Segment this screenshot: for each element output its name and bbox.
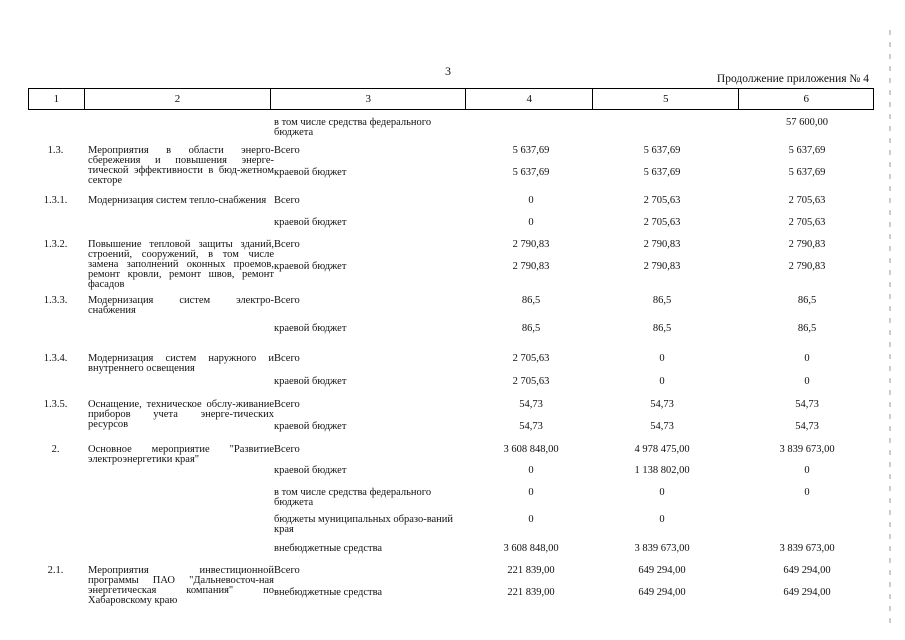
cell-src: Всего bbox=[274, 399, 300, 410]
cell-src: Всего bbox=[274, 145, 300, 156]
cell-c4: 2 790,83 bbox=[512, 261, 550, 272]
cell-c4: 0 bbox=[528, 514, 534, 525]
cell-c6: 86,5 bbox=[797, 295, 817, 306]
column-header-table bbox=[28, 88, 874, 110]
cell-c4: 5 637,69 bbox=[512, 167, 550, 178]
cell-c4: 2 705,63 bbox=[512, 353, 550, 364]
cell-c4: 0 bbox=[528, 487, 534, 498]
cell-c4: 86,5 bbox=[521, 323, 541, 334]
cell-c5: 54,73 bbox=[650, 421, 674, 432]
cell-src: краевой бюджет bbox=[274, 465, 347, 476]
cell-name: Мероприятия в области энерго-сбережения и повышения энерге-тической эффективности в бюд-жетном секторе bbox=[88, 145, 274, 186]
cell-c6: 0 bbox=[804, 465, 810, 476]
cell-c5: 0 bbox=[659, 514, 665, 525]
cell-c4: 3 608 848,00 bbox=[503, 444, 559, 455]
scan-edge bbox=[889, 30, 891, 630]
cell-src: Всего bbox=[274, 444, 300, 455]
cell-src: Всего bbox=[274, 353, 300, 364]
cell-c6: 2 790,83 bbox=[788, 239, 826, 250]
cell-c6: 649 294,00 bbox=[783, 587, 831, 598]
cell-c6: 2 790,83 bbox=[788, 261, 826, 272]
cell-c4: 54,73 bbox=[519, 421, 543, 432]
cell-c4: 221 839,00 bbox=[507, 587, 555, 598]
cell-c5: 2 790,83 bbox=[643, 261, 681, 272]
cell-c5: 0 bbox=[659, 487, 665, 498]
cell-num: 1.3.1. bbox=[43, 195, 68, 206]
cell-src: Всего bbox=[274, 295, 300, 306]
header-col-6: 6 bbox=[739, 89, 874, 110]
cell-src: краевой бюджет bbox=[274, 323, 347, 334]
cell-name: Мероприятия инвестиционной программы ПАО "Дальневосточ-ная энергетическая компания" по Хабаровскому краю bbox=[88, 565, 274, 606]
cell-c6: 0 bbox=[804, 487, 810, 498]
cell-c6: 54,73 bbox=[795, 399, 819, 410]
cell-c4: 54,73 bbox=[519, 399, 543, 410]
cell-c6: 2 705,63 bbox=[788, 195, 826, 206]
cell-c6: 649 294,00 bbox=[783, 565, 831, 576]
cell-src: в том числе средства федерального бюджета bbox=[274, 487, 432, 508]
cell-c5: 1 138 802,00 bbox=[634, 465, 690, 476]
header-col-1: 1 bbox=[29, 89, 85, 110]
cell-name: Модернизация систем тепло-снабжения bbox=[88, 195, 267, 206]
cell-num: 1.3.5. bbox=[43, 399, 68, 410]
cell-c4: 0 bbox=[528, 195, 534, 206]
cell-src: Всего bbox=[274, 195, 300, 206]
cell-num: 1.3.3. bbox=[43, 295, 68, 306]
cell-c6: 3 839 673,00 bbox=[779, 543, 835, 554]
continuation-label: Продолжение приложения № 4 bbox=[716, 73, 869, 85]
cell-c6: 5 637,69 bbox=[788, 167, 826, 178]
cell-c5: 3 839 673,00 bbox=[634, 543, 690, 554]
cell-c4: 2 705,63 bbox=[512, 376, 550, 387]
cell-src: внебюджетные средства bbox=[274, 543, 383, 554]
cell-c6: 5 637,69 bbox=[788, 145, 826, 156]
cell-src: бюджеты муниципальных образо-ваний края bbox=[274, 514, 454, 535]
cell-num: 2. bbox=[51, 444, 60, 455]
cell-c5: 5 637,69 bbox=[643, 167, 681, 178]
cell-c6: 86,5 bbox=[797, 323, 817, 334]
cell-c4: 86,5 bbox=[521, 295, 541, 306]
cell-num: 1.3.4. bbox=[43, 353, 68, 364]
header-col-3: 3 bbox=[271, 89, 466, 110]
cell-c4: 5 637,69 bbox=[512, 145, 550, 156]
cell-c4: 0 bbox=[528, 217, 534, 228]
cell-c5: 5 637,69 bbox=[643, 145, 681, 156]
cell-name: Модернизация систем наружного и внутреннего освещения bbox=[88, 353, 274, 374]
cell-c4: 221 839,00 bbox=[507, 565, 555, 576]
cell-name: Модернизация систем электро-снабжения bbox=[88, 295, 274, 316]
cell-c5: 2 705,63 bbox=[643, 217, 681, 228]
cell-c6: 2 705,63 bbox=[788, 217, 826, 228]
cell-src: в том числе средства федерального бюджета bbox=[274, 117, 432, 138]
cell-src: краевой бюджет bbox=[274, 217, 347, 228]
cell-src: краевой бюджет bbox=[274, 376, 347, 387]
header-col-5: 5 bbox=[592, 89, 738, 110]
header-col-4: 4 bbox=[466, 89, 593, 110]
cell-c5: 649 294,00 bbox=[638, 587, 686, 598]
cell-c5: 0 bbox=[659, 376, 665, 387]
cell-c6: 3 839 673,00 bbox=[779, 444, 835, 455]
cell-c5: 649 294,00 bbox=[638, 565, 686, 576]
cell-c4: 0 bbox=[528, 465, 534, 476]
cell-c5: 2 705,63 bbox=[643, 195, 681, 206]
cell-c5: 4 978 475,00 bbox=[634, 444, 690, 455]
cell-c4: 3 608 848,00 bbox=[503, 543, 559, 554]
cell-c6: 54,73 bbox=[795, 421, 819, 432]
cell-c6: 57 600,00 bbox=[786, 117, 828, 128]
cell-num: 1.3. bbox=[47, 145, 64, 156]
cell-name: Повышение тепловой защиты зданий, строений, сооружений, в том числе замена заполнений оконных проемов, ремонт кровли, ремонт швов, ремонт фасадов bbox=[88, 239, 274, 290]
cell-num: 1.3.2. bbox=[43, 239, 68, 250]
cell-c5: 86,5 bbox=[652, 323, 672, 334]
cell-name: Основное мероприятие "Развитие электроэнергетики края" bbox=[88, 444, 274, 465]
cell-src: краевой бюджет bbox=[274, 261, 347, 272]
cell-src: Всего bbox=[274, 565, 300, 576]
cell-c5: 0 bbox=[659, 353, 665, 364]
page-number: 3 bbox=[445, 64, 451, 78]
cell-c6: 0 bbox=[804, 376, 810, 387]
cell-src: краевой бюджет bbox=[274, 167, 347, 178]
cell-c5: 86,5 bbox=[652, 295, 672, 306]
cell-c4: 2 790,83 bbox=[512, 239, 550, 250]
cell-c5: 54,73 bbox=[650, 399, 674, 410]
cell-src: Всего bbox=[274, 239, 300, 250]
cell-c5: 2 790,83 bbox=[643, 239, 681, 250]
header-col-2: 2 bbox=[84, 89, 270, 110]
cell-num: 2.1. bbox=[47, 565, 64, 576]
cell-name: Оснащение, техническое обслу-живание приборов учета энерге-тических ресурсов bbox=[88, 399, 274, 430]
cell-c6: 0 bbox=[804, 353, 810, 364]
cell-src: краевой бюджет bbox=[274, 421, 347, 432]
cell-src: внебюджетные средства bbox=[274, 587, 383, 598]
